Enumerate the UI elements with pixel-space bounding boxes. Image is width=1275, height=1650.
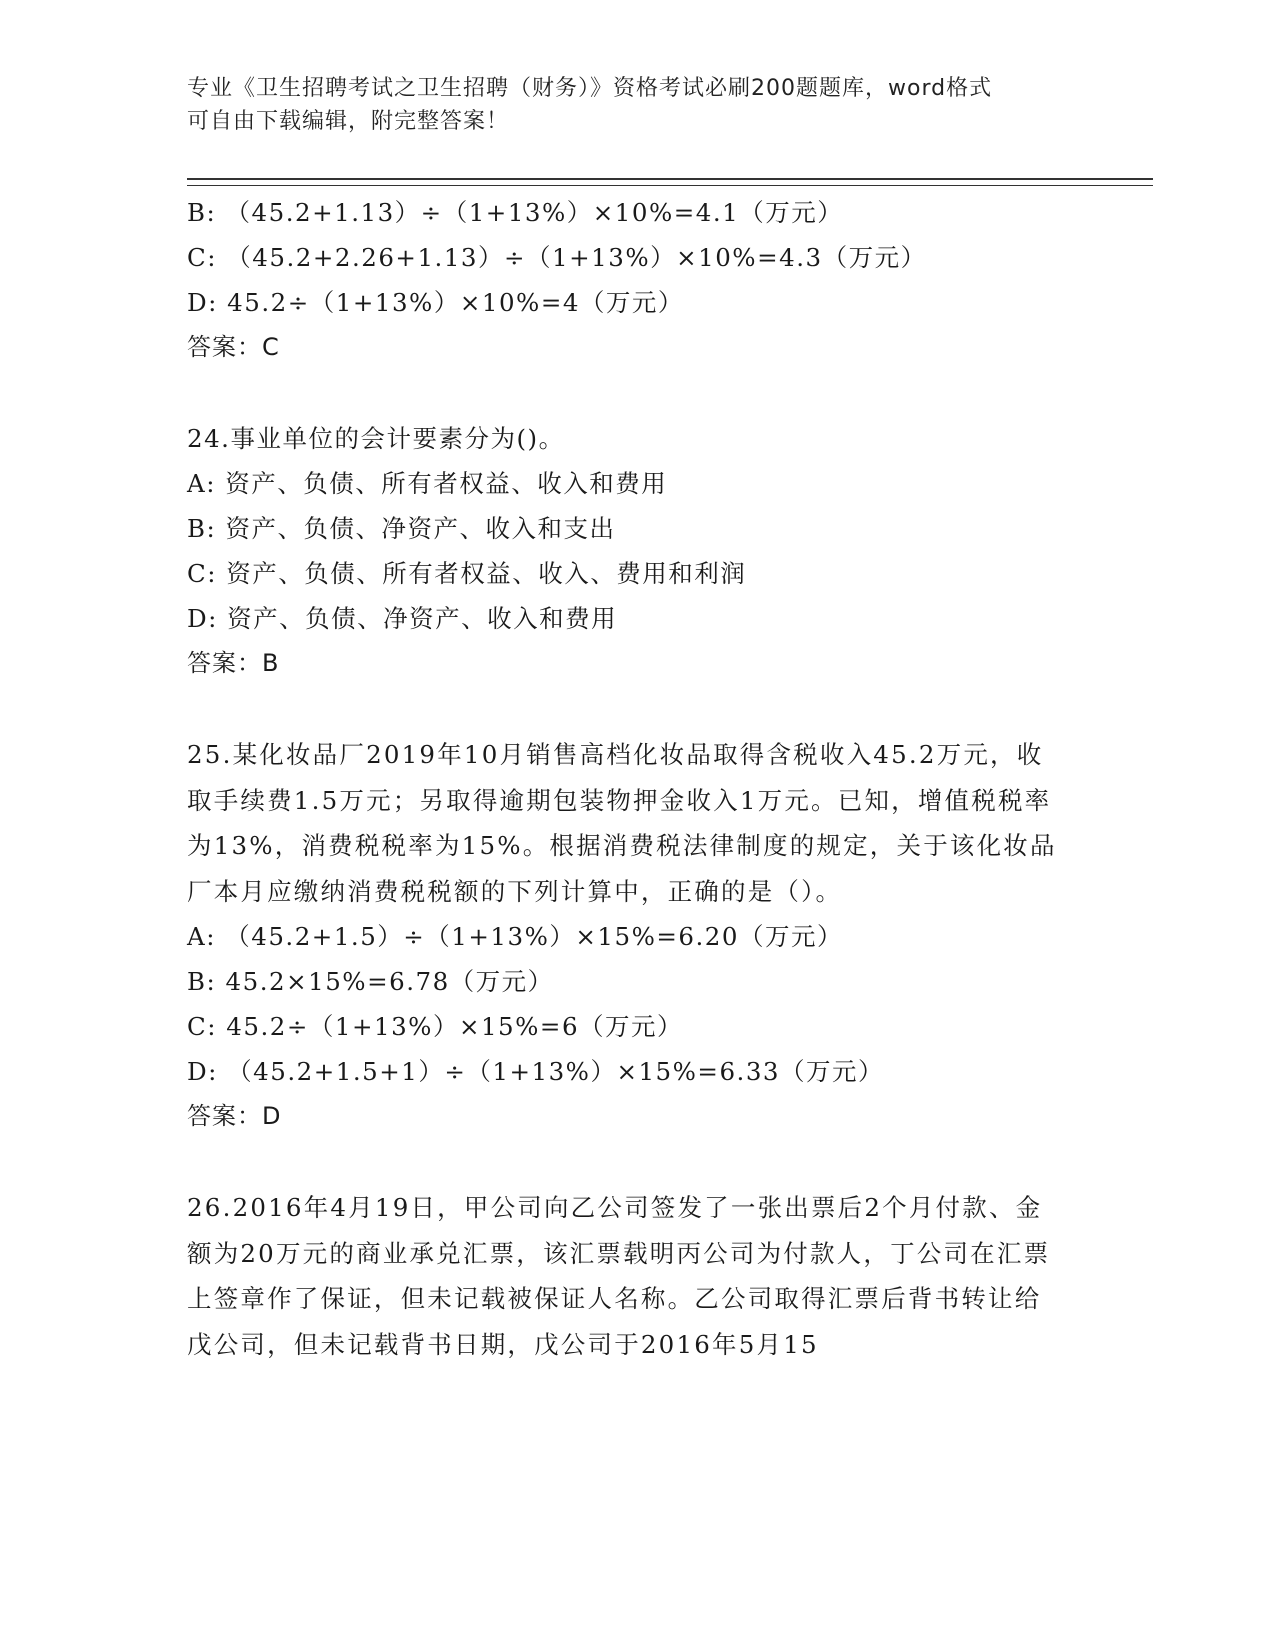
q23-option-b: B: （45.2+1.13）÷（1+13%）×10%=4.1（万元） [187,198,844,227]
q25-answer: 答案：D [187,1102,282,1130]
header-line-1: 专业《卫生招聘考试之卫生招聘（财务）》资格考试必刷200题题库，word格式 [187,76,993,101]
question-26 [187,1185,1067,1367]
question-25 [187,732,1067,1139]
header-divider-thin [187,185,1153,186]
header-line-2: 可自由下载编辑，附完整答案！ [187,109,510,134]
q26-stem: 26.2016年4月19日，甲公司向乙公司签发了一张出票后2个月付款、金额为20万元的商业承兑汇票，该汇票载明丙公司为付款人，丁公司在汇票上签章作了保证，但未记载被保证人名称。乙公司取得汇票后背书转让给戊公司，但未记载背书日期，戊公司于2016年5月15 [187,1193,1051,1359]
q23-option-d: D: 45.2÷（1+13%）×10%=4（万元） [187,288,684,317]
q24-option-b: B: 资产、负债、净资产、收入和支出 [187,514,616,543]
q24-option-c: C: 资产、负债、所有者权益、收入、费用和利润 [187,559,747,588]
q25-option-a: A: （45.2+1.5）÷（1+13%）×15%=6.20（万元） [187,922,843,951]
q23-answer: 答案：C [187,333,280,361]
document-header [187,72,1087,138]
q25-option-c: C: 45.2÷（1+13%）×15%=6（万元） [187,1012,684,1041]
q24-answer: 答案：B [187,649,280,677]
q25-option-d: D: （45.2+1.5+1）÷（1+13%）×15%=6.33（万元） [187,1057,885,1086]
q25-stem: 25.某化妆品厂2019年10月销售高档化妆品取得含税收入45.2万元，收取手续费1.5万元；另取得逾期包装物押金收入1万元。已知，增值税税率为13%，消费税税率为15%。根据消费税法律制度的规定，关于该化妆品厂本月应缴纳消费税税额的下列计算中，正确的是（）。 [187,740,1057,906]
header-divider-thick [187,178,1153,180]
question-content [187,190,1067,1367]
question-24 [187,416,1067,686]
q25-option-b: B: 45.2×15%=6.78（万元） [187,967,554,996]
q24-option-a: A: 资产、负债、所有者权益、收入和费用 [187,469,668,498]
q23-option-c: C: （45.2+2.26+1.13）÷（1+13%）×10%=4.3（万元） [187,243,927,272]
q24-option-d: D: 资产、负债、净资产、收入和费用 [187,604,618,633]
q24-stem: 24.事业单位的会计要素分为()。 [187,424,565,453]
question-23 [187,190,1067,370]
